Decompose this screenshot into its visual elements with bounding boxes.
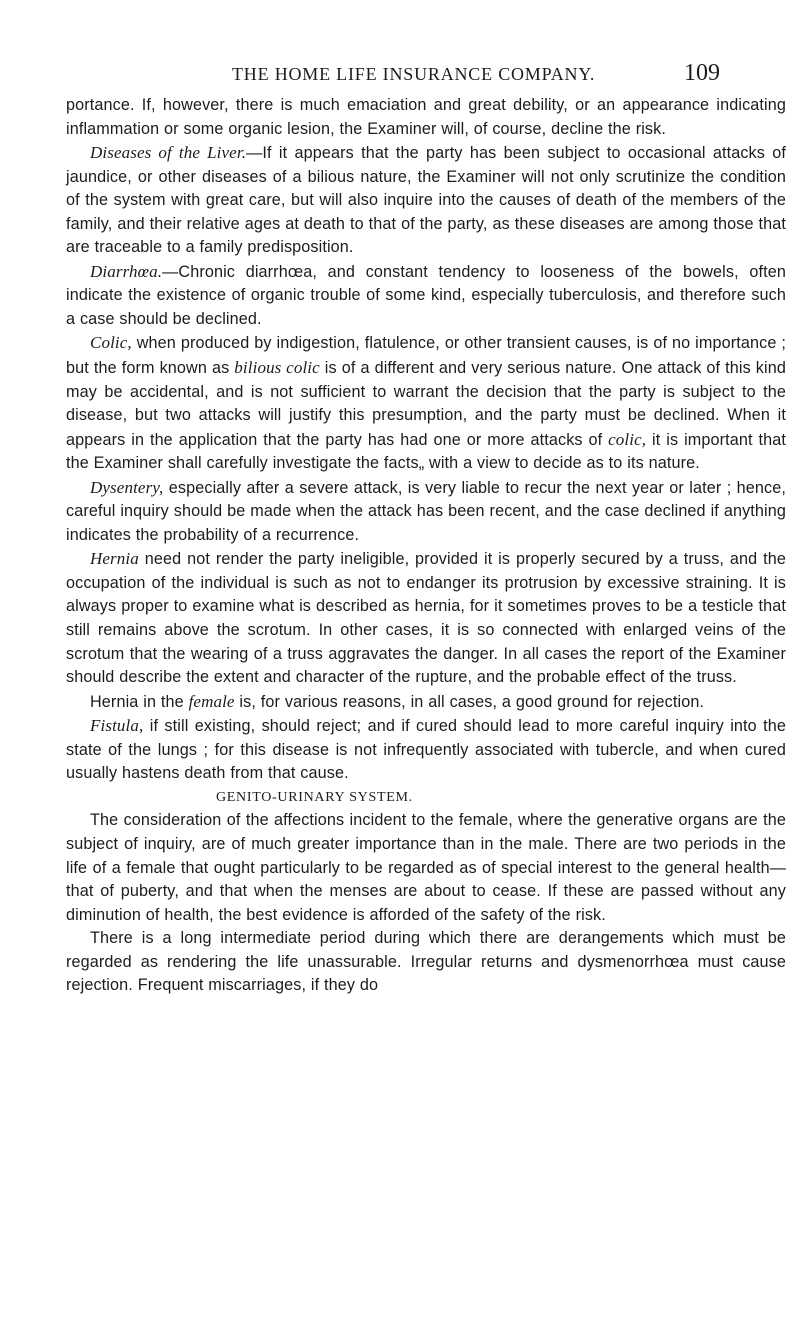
page-number: 109 (684, 60, 720, 86)
running-title: THE HOME LIFE INSURANCE COMPANY. (232, 64, 596, 84)
paragraph-text: There is a long intermediate period during which there are derangements which must be regarded as rendering the life unassurable. Irregular returns and dysmenorrhœa must cause rejection. Frequent miscarriages, if they do (66, 929, 786, 995)
paragraph-text: when produced by indigestion, flatulence, or other transient causes, is of no importance ; but the form known as (66, 334, 786, 378)
paragraph-text: need not render the party ineligible, provided it is properly secured by a truss, and the occupation of the individual is such as not to endanger its protrusion by excessive straining. It is always proper to examine what is described as hernia, for it sometimes proves to be a testicle that still remains above the scrotum. In other cases, it is so connected with enlarged veins of the scrotum that the wearing of a truss aggravates the danger. In all cases the report of the Examiner should describe the extent and character of the rupture, and the probable effect of the truss. (66, 550, 786, 687)
paragraph-heading: Diarrhœa. (90, 261, 163, 281)
paragraph-text: —If it appears that the party has been subject to occasional attacks of jaundice, or other diseases of a bilious nature, the Examiner will not only scrutinize the condition of the system with great care, but will also inquire into the causes of death of the members of the family, and their relative ages at death to that of the party, as these diseases are among those that are traceable to a family predisposition. (66, 144, 786, 257)
paragraph-hernia-female (66, 690, 786, 715)
running-header (66, 58, 786, 94)
paragraph-heading: Fistula, (90, 716, 144, 736)
emphasis-text: colic, (608, 429, 647, 449)
paragraph-text: is, for various reasons, in all cases, a good ground for rejection. (234, 692, 705, 711)
paragraph-diarrhoea (66, 260, 786, 332)
paragraph-text: —Chronic diarrhœa, and constant tendency to looseness of the bowels, often indicate the existence of organic trouble of some kind, especially tuberculosis, and therefore such a case should be declined. (66, 262, 786, 328)
paragraph-continuation (66, 94, 786, 141)
emphasis-text: female (188, 691, 235, 711)
paragraph-genito-urinary (66, 809, 786, 927)
paragraph-text: especially after a severe attack, is very liable to recur the next year or later ; hence, careful inquiry should be made when the attack has been recent, and the case declined if anything indicates the probability of a recurrence. (66, 478, 786, 544)
paragraph-text: The consideration of the affections incident to the female, where the generative organs are the subject of inquiry, are of much greater importance than in the male. There are two periods in the life of a female that ought particularly to be regarded as of special interest to the general health—that of puberty, and that when the menses are about to cease. If these are passed without any diminution of health, the best evidence is afforded of the safety of the risk. (66, 811, 786, 924)
paragraph-colic (66, 331, 786, 475)
paragraph-diseases-of-the-liver (66, 141, 786, 260)
paragraph-dysentery (66, 476, 786, 548)
paragraph-text: portance. If, however, there is much emaciation and great debility, or an appearance indicating inflammation or some organic lesion, the Examiner will, of course, decline the risk. (66, 96, 786, 138)
paragraph-text: Hernia in the (90, 692, 189, 711)
paragraph-heading: Hernia (90, 549, 139, 569)
paragraph-fistula (66, 714, 786, 786)
body-text (66, 94, 786, 998)
section-heading: GENITO-URINARY SYSTEM. (216, 789, 413, 805)
paragraph-intermediate-period (66, 927, 786, 998)
emphasis-text: bilious colic (234, 358, 320, 378)
paragraph-text: is of a different and very serious nature. One attack of this kind may be accidental, and is not sufficient to warrant the decision that the party is subject to the disease, but two attacks will justify this presumption, and the party must be declined. When it appears in the application that the party has had one or more attacks of (66, 359, 786, 449)
book-page (66, 58, 786, 998)
paragraph-heading: Colic, (90, 333, 132, 353)
paragraph-hernia (66, 547, 786, 689)
paragraph-heading: Diseases of the Liver. (90, 143, 247, 163)
paragraph-text: it is important that the Examiner shall carefully investigate the facts„ with a view to decide as to its nature. (66, 430, 786, 473)
paragraph-heading: Dysentery, (90, 477, 164, 497)
paragraph-text: if still existing, should reject; and if cured should lead to more careful inquiry into the state of the lungs ; for this disease is not infrequently associated with tubercle, and when cured usually hastens death from that cause. (66, 717, 786, 783)
